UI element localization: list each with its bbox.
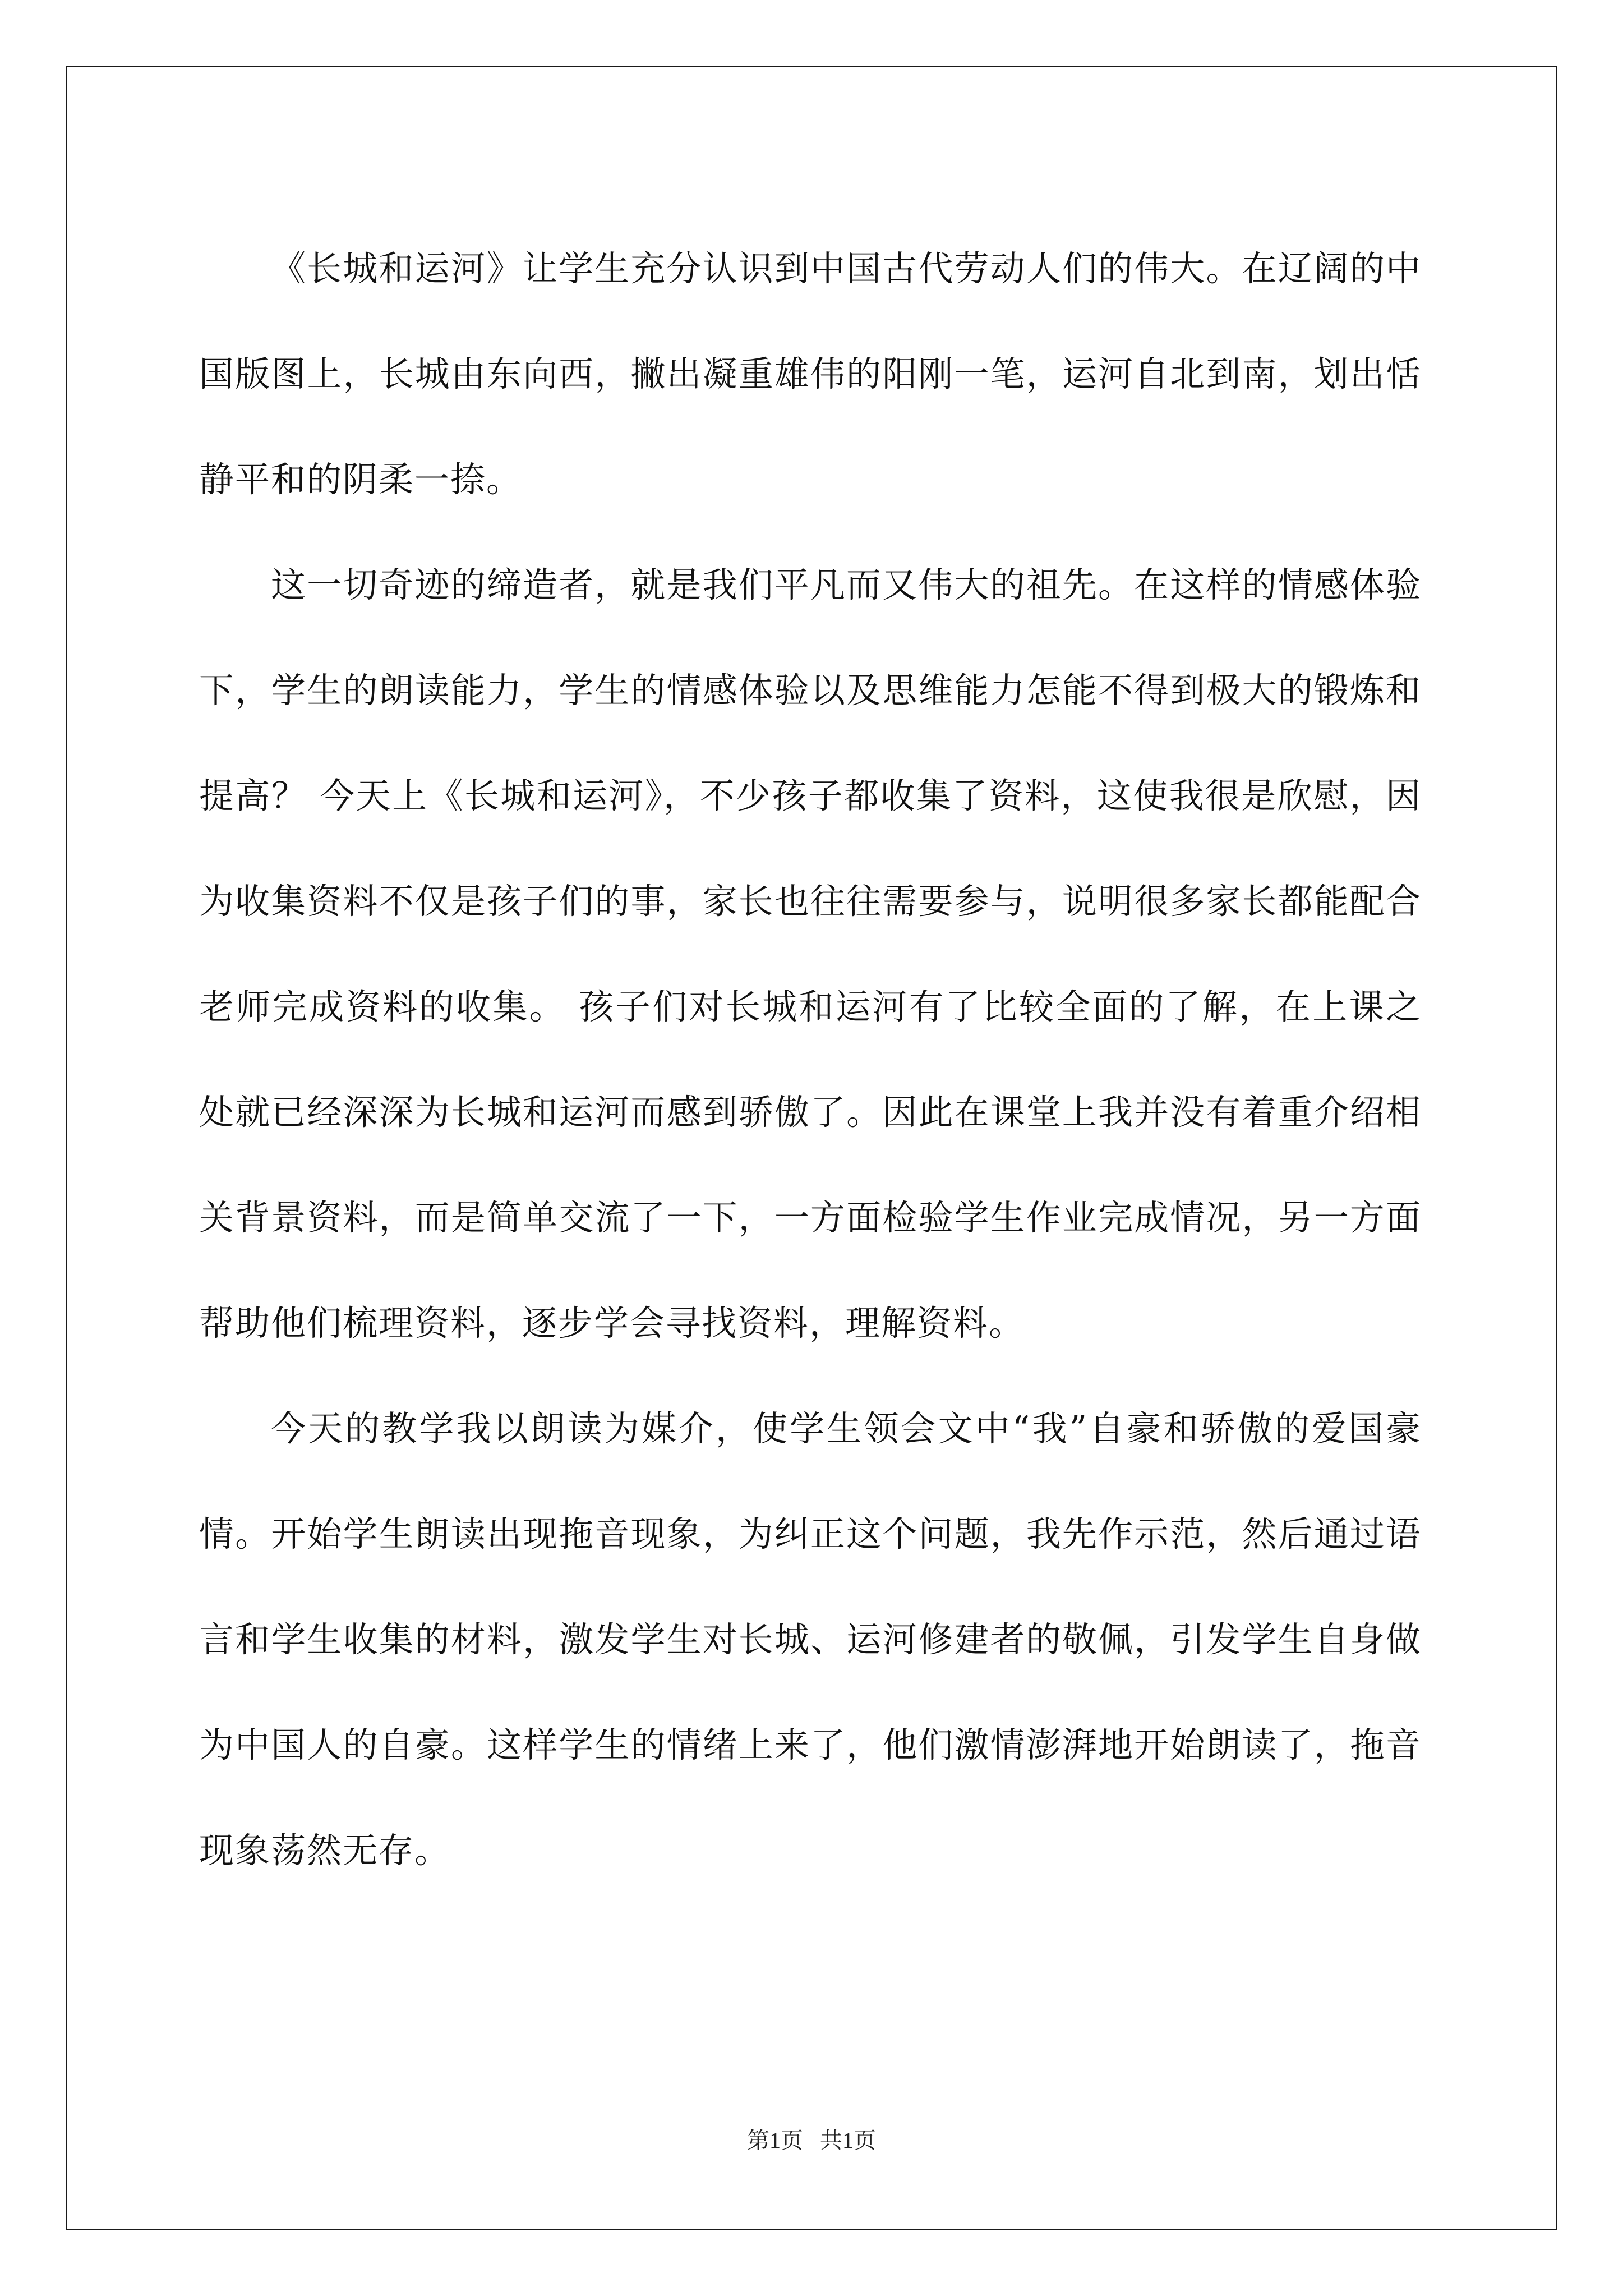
page-number-footer: 第1页 共1页 (747, 2128, 876, 2153)
paragraph-2: 这一切奇迹的缔造者，就是我们平凡而又伟大的祖先。在这样的情感体验下，学生的朗读能力，学生的情感体验以及思维能力怎能不得到极大的锻炼和提高？ 今天上《长城和运河》，不少孩子都收集了资料，这使我很是欣慰，因为收集资料不仅是孩子们的事，家长也往往需要参与，说明很多家长都能配合老师完成资料的收集。 孩子们对长城和运河有了比较全面的了解，在上课之处就已经深深为长城和运河而感到骄傲了。因此在课堂上我并没有着重介绍相关背景资料，而是简单交流了一下，一方面检验学生作业完成情况，另一方面帮助他们梳理资料，逐步学会寻找资料，理解资料。 (199, 564, 1422, 1343)
paragraph-1: 《长城和运河》让学生充分认识到中国古代劳动人们的伟大。在辽阔的中国版图上，长城由东向西，撇出凝重雄伟的阳刚一笔，运河自北到南，划出恬静平和的阴柔一捺。 (199, 248, 1422, 500)
document-body (199, 216, 1422, 1903)
paragraph-3: 今天的教学我以朗读为媒介，使学生领会文中“我”自豪和骄傲的爱国豪情。开始学生朗读出现拖音现象，为纠正这个问题，我先作示范，然后通过语言和学生收集的材料，激发学生对长城、运河修建者的敬佩，引发学生自身做为中国人的自豪。这样学生的情绪上来了，他们激情澎湃地开始朗读了，拖音现象荡然无存。 (199, 1408, 1422, 1871)
